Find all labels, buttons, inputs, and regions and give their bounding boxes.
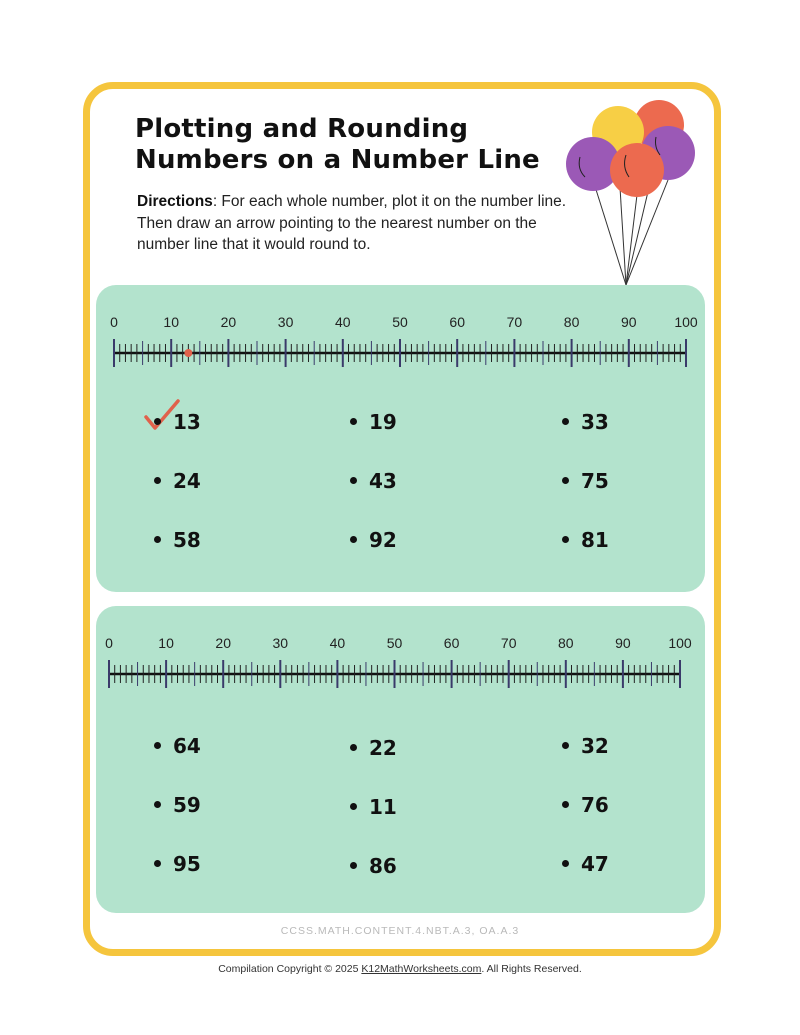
tick-label: 10 (163, 314, 179, 330)
copyright-link[interactable]: K12MathWorksheets.com (361, 963, 482, 975)
list-item: 11 (350, 795, 397, 819)
tick-label: 50 (392, 314, 408, 330)
list-item: 76 (562, 793, 609, 817)
list-item: 43 (350, 469, 397, 493)
tick-label: 20 (220, 314, 237, 330)
directions-text: : For each whole number, plot it on the number line. Then draw an arrow pointing to the nearest number on the number line that it would round to. (137, 193, 567, 253)
tick-label: 90 (615, 635, 631, 651)
copyright-prefix: Compilation Copyright © 2025 (218, 963, 362, 975)
plotted-point (184, 349, 192, 357)
list-item: 58 (154, 528, 201, 552)
list-item: 24 (154, 469, 201, 493)
list-item: 32 (562, 734, 609, 758)
list-item: 86 (350, 854, 397, 878)
tick-label: 80 (563, 314, 580, 330)
standard-code: CCSS.MATH.CONTENT.4.NBT.A.3, OA.A.3 (280, 925, 520, 937)
title-line-1: Plotting and Rounding (135, 114, 469, 144)
tick-label: 60 (443, 635, 460, 651)
tick-label: 70 (506, 314, 523, 330)
tick-label: 30 (277, 314, 294, 330)
tick-label: 70 (500, 635, 517, 651)
tick-label: 60 (449, 314, 465, 330)
tick-label: 40 (335, 314, 351, 330)
tick-label: 50 (386, 635, 403, 651)
list-item: 33 (562, 410, 609, 434)
worksheet-title (135, 114, 575, 176)
tick-label: 10 (158, 635, 174, 651)
directions-label: Directions (137, 193, 213, 210)
number-line-panel-1 (96, 285, 705, 592)
number-line-1 (96, 285, 705, 395)
tick-label: 0 (110, 314, 118, 330)
tick-label: 90 (621, 314, 637, 330)
tick-label: 0 (105, 635, 113, 651)
number-line-panel-2 (96, 606, 705, 913)
directions (137, 191, 592, 256)
list-item: 75 (562, 469, 609, 493)
list-item: 95 (154, 852, 201, 876)
copyright-footer (0, 963, 800, 975)
tick-label: 80 (558, 635, 574, 651)
list-item: 22 (350, 736, 397, 760)
title-line-2: Numbers on a Number Line (135, 145, 540, 175)
list-item: 92 (350, 528, 397, 552)
list-item: 81 (562, 528, 609, 552)
tick-label: 20 (215, 635, 231, 651)
copyright-suffix: . All Rights Reserved. (481, 963, 582, 975)
list-item: 13 (154, 410, 201, 434)
list-item: 19 (350, 410, 397, 434)
tick-label: 40 (329, 635, 346, 651)
list-item: 59 (154, 793, 201, 817)
list-item: 47 (562, 852, 609, 876)
tick-label: 30 (272, 635, 289, 651)
tick-label: 100 (674, 314, 698, 330)
list-item: 64 (154, 734, 201, 758)
balloons-illustration (560, 95, 705, 290)
number-line-2 (96, 606, 705, 716)
tick-label: 100 (668, 635, 692, 651)
